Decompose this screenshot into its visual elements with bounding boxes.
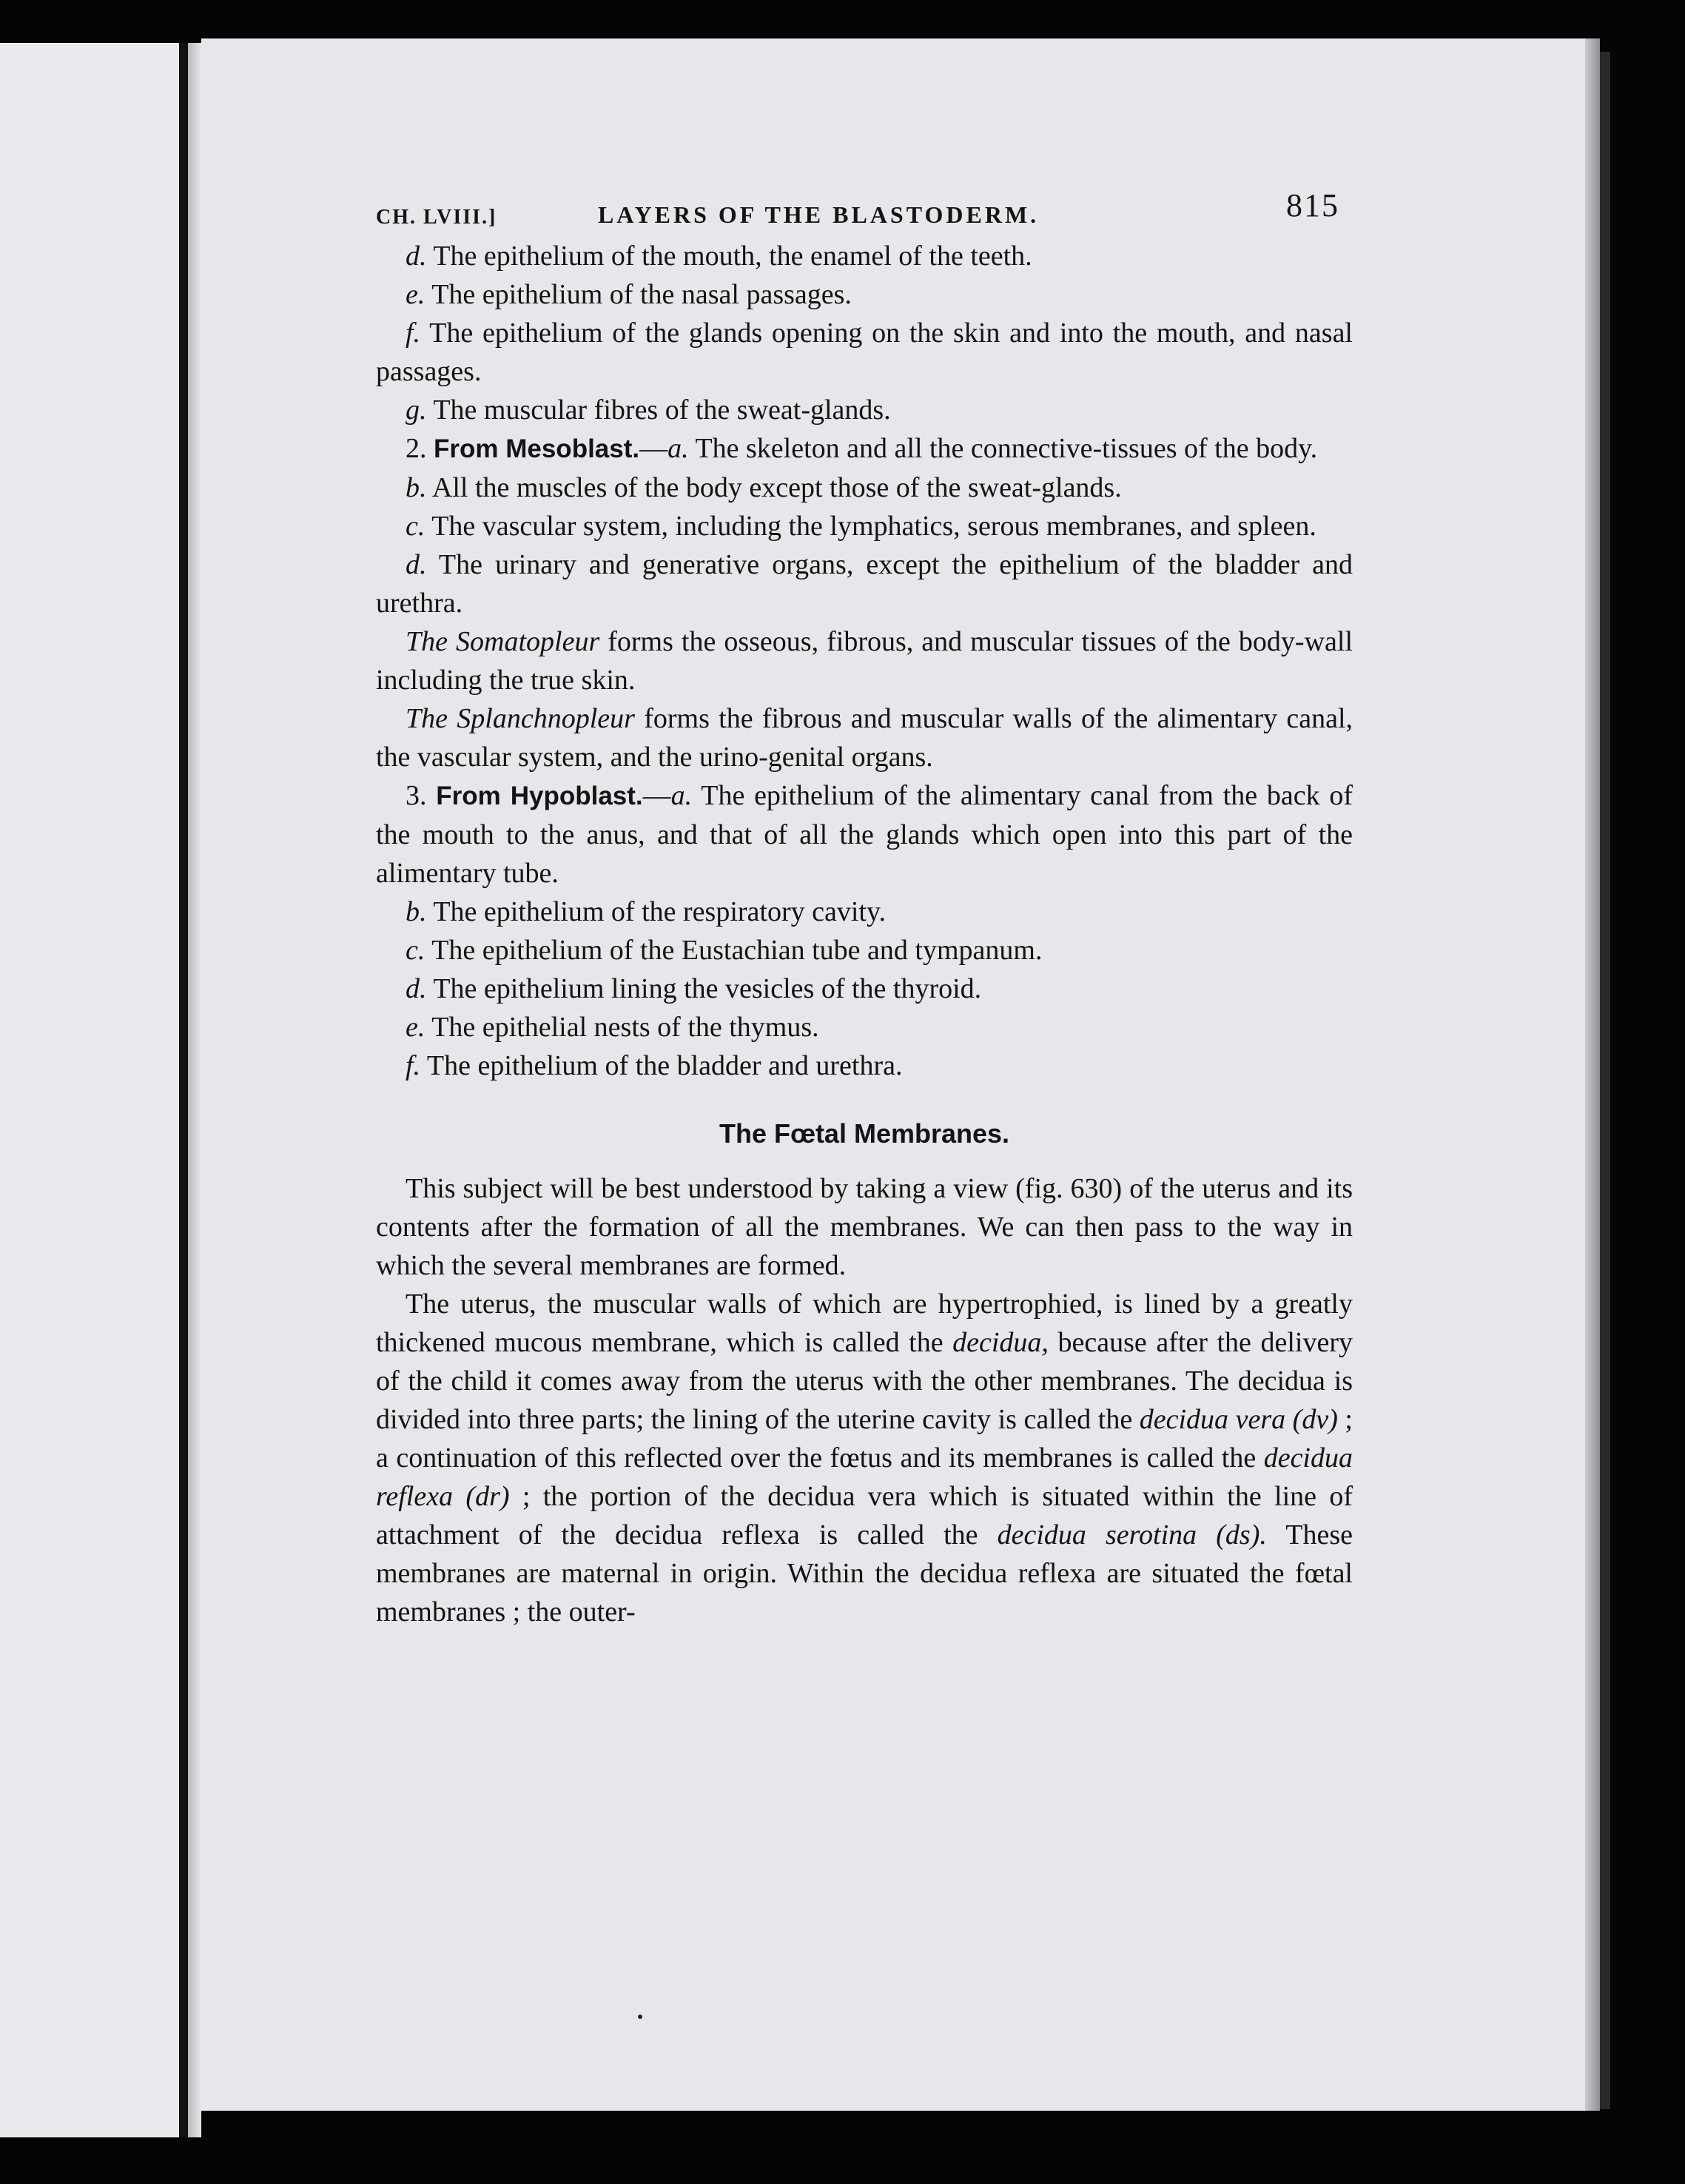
- list-item: b. All the muscles of the body except those of the sweat-glands.: [406, 472, 1122, 503]
- running-header: [376, 185, 1353, 237]
- list-item: f. The epithelium of the bladder and urethra.: [406, 1050, 903, 1081]
- book-gutter: [179, 43, 188, 2137]
- list-item: e. The epithelium of the nasal passages.: [406, 279, 852, 310]
- facing-page-edge: [0, 43, 179, 2137]
- page-edge: [1585, 38, 1600, 2111]
- list-item: d. The epithelium of the mouth, the enamel of the teeth.: [406, 241, 1032, 272]
- list-item: c. The epithelium of the Eustachian tube and tympanum.: [406, 935, 1043, 966]
- somatopleur-paragraph: The Somatopleur forms the osseous, fibrous, and muscular tissues of the body-wall including the true skin.: [376, 626, 1353, 696]
- list-item: d. The epithelium lining the vesicles of the thyroid.: [406, 973, 982, 1004]
- splanchnopleur-paragraph: The Splanchnopleur forms the fibrous and muscular walls of the alimentary canal, the vascular system, and the urino-genital organs.: [376, 703, 1353, 773]
- mesoblast-section: 2. From Mesoblast.—a. The skeleton and all the connective-tissues of the body.: [406, 433, 1318, 464]
- page-stack-edge: [1600, 52, 1610, 2109]
- list-item: f. The epithelium of the glands opening on the skin and into the mouth, and nasal passages.: [376, 317, 1353, 387]
- ink-speck: [638, 2015, 642, 2019]
- list-item: c. The vascular system, including the lymphatics, serous membranes, and spleen.: [406, 511, 1316, 542]
- gutter-shadow: [188, 43, 201, 2137]
- paragraph-intro: This subject will be best understood by taking a view (fig. 630) of the uterus and its contents after the formation of all the membranes. We can then pass to the way in which the several membranes are formed.: [376, 1173, 1353, 1281]
- mesoblast-heading: From Mesoblast.: [434, 434, 640, 463]
- list-item: b. The epithelium of the respiratory cavity.: [406, 896, 886, 927]
- list-item: g. The muscular fibres of the sweat-glands.: [406, 394, 891, 426]
- chapter-label: CH. LVIII.]: [376, 206, 497, 229]
- section-heading: The Fœtal Membranes.: [719, 1118, 1010, 1149]
- running-title: LAYERS OF THE BLASTODERM.: [598, 201, 1040, 228]
- paragraph-decidua: The uterus, the muscular walls of which are hypertrophied, is lined by a greatly thickened mucous membrane, which is called the decidua, because after the delivery of the child it comes away from the uterus with the other membranes. The decidua is divided into three parts; the lining of the uterine cavity is called the decidua vera (dv) ; a continuation of this reflected over the fœtus and its membranes is called the decidua reflexa (dr) ; the portion of the decidua vera which is situated within the line of attachment of the decidua reflexa is called the decidua serotina (ds). These membranes are maternal in origin. Within the decidua reflexa are situated the fœtal membranes ; the outer-: [376, 1288, 1353, 1627]
- list-item: d. The urinary and generative organs, except the epithelium of the bladder and urethra.: [376, 549, 1353, 619]
- page-number: 815: [1286, 187, 1339, 224]
- list-item: e. The epithelial nests of the thymus.: [406, 1012, 819, 1043]
- hypoblast-heading: From Hypoblast.: [436, 782, 643, 810]
- page-content: [376, 185, 1353, 1631]
- hypoblast-section: 3. From Hypoblast.—a. The epithelium of the alimentary canal from the back of the mouth to the anus, and that of all the glands which open into this part of the alimentary tube.: [376, 780, 1353, 889]
